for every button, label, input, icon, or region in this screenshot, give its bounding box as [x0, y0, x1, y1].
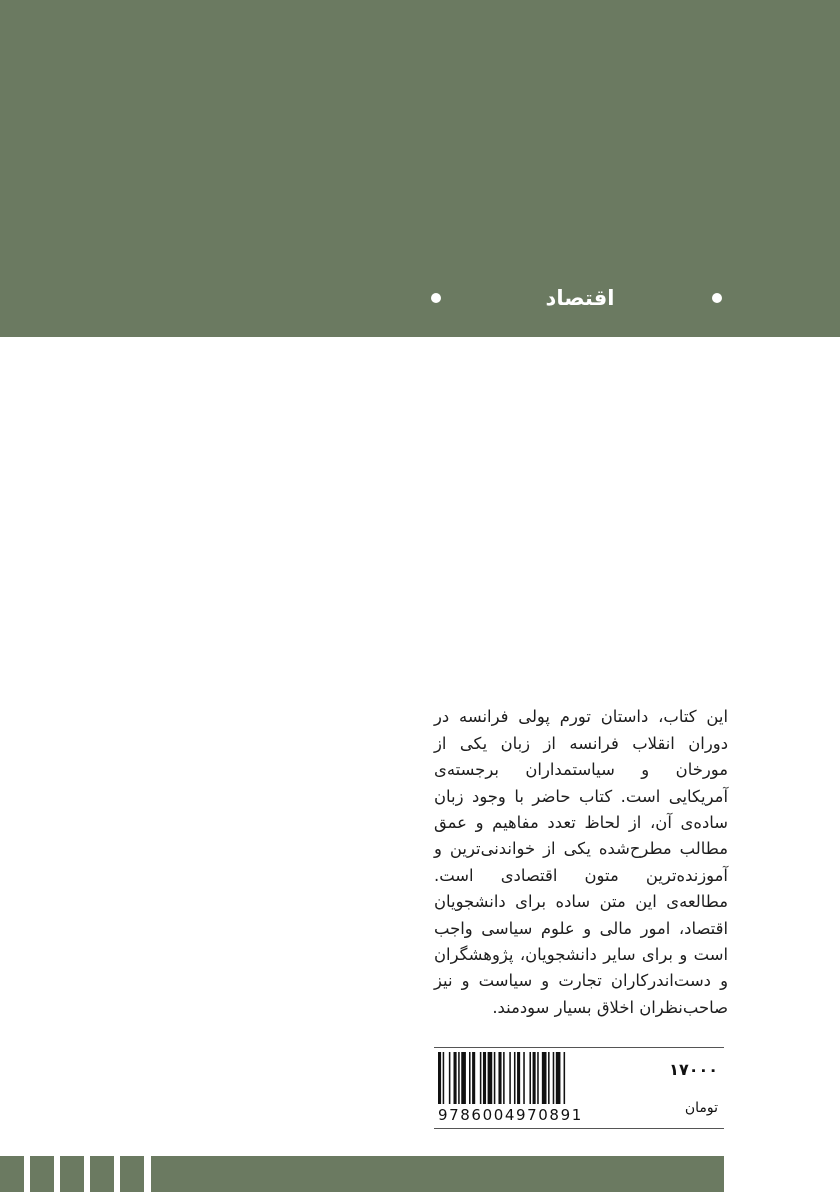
barcode-bar: [556, 1052, 561, 1104]
price-amount: ۱۷۰۰۰: [669, 1060, 718, 1079]
decor-square: [60, 1156, 84, 1192]
barcode-bar: [564, 1052, 566, 1104]
bottom-decoration: [0, 1156, 724, 1192]
barcode-bar: [438, 1052, 441, 1104]
barcode-bar: [542, 1052, 547, 1104]
decor-square: [0, 1156, 24, 1192]
barcode-bar: [480, 1052, 482, 1104]
book-description: این کتاب، داستان تورم پولی فرانسه در دوران انقلاب فرانسه از زبان یکی از مورخان و سیاستمداران برجسته‌ی آمریکایی است. کتاب حاضر با وجود زبان ساده‌ی آن، از لحاظ تعدد مفاهیم و عمق مطالب مطرح‌شده یکی از خواندنی‌ترین و آموزنده‌ترین متون اقتصادی است. مطالعه‌ی این متن ساده برای دانشجویان اقتصاد، امور مالی و علوم سیاسی واجب است و برای سایر دانشجویان، پژوهشگران و دست‌اندرکاران تجارت و سیاست و نیز صاحب‌نظران اخلاق بسیار سودمند.: [434, 707, 728, 1017]
barcode-bar: [458, 1052, 460, 1104]
price-barcode-box: [434, 1047, 724, 1129]
barcode-bar: [509, 1052, 511, 1104]
barcode-bar: [454, 1052, 457, 1104]
barcode-bar: [483, 1052, 486, 1104]
decor-bar: [151, 1156, 724, 1192]
barcode-bar: [498, 1052, 501, 1104]
barcode-bar: [494, 1052, 496, 1104]
isbn-number: 9786004970891: [438, 1106, 583, 1124]
category-label: اقتصاد: [545, 286, 615, 310]
category-row: [420, 278, 740, 318]
barcode-bar: [553, 1052, 555, 1104]
isbn-barcode: [438, 1052, 636, 1104]
decor-square: [90, 1156, 114, 1192]
barcode-bar: [533, 1052, 536, 1104]
barcode-bar: [443, 1052, 445, 1104]
barcode-bar: [523, 1052, 525, 1104]
decor-square: [30, 1156, 54, 1192]
barcode-bar: [503, 1052, 505, 1104]
bullet-dot-right: [712, 293, 722, 303]
barcode-bar: [514, 1052, 516, 1104]
barcode-bar: [548, 1052, 550, 1104]
barcode-bar: [537, 1052, 539, 1104]
barcode-bar: [461, 1052, 466, 1104]
bullet-dot-left: [431, 293, 441, 303]
barcode-bar: [517, 1052, 520, 1104]
price-currency: تومان: [684, 1100, 718, 1116]
barcode-bar: [449, 1052, 451, 1104]
barcode-bar: [469, 1052, 471, 1104]
decor-square: [120, 1156, 144, 1192]
barcode-bar: [529, 1052, 531, 1104]
barcode-bar: [488, 1052, 493, 1104]
barcode-bar: [472, 1052, 475, 1104]
